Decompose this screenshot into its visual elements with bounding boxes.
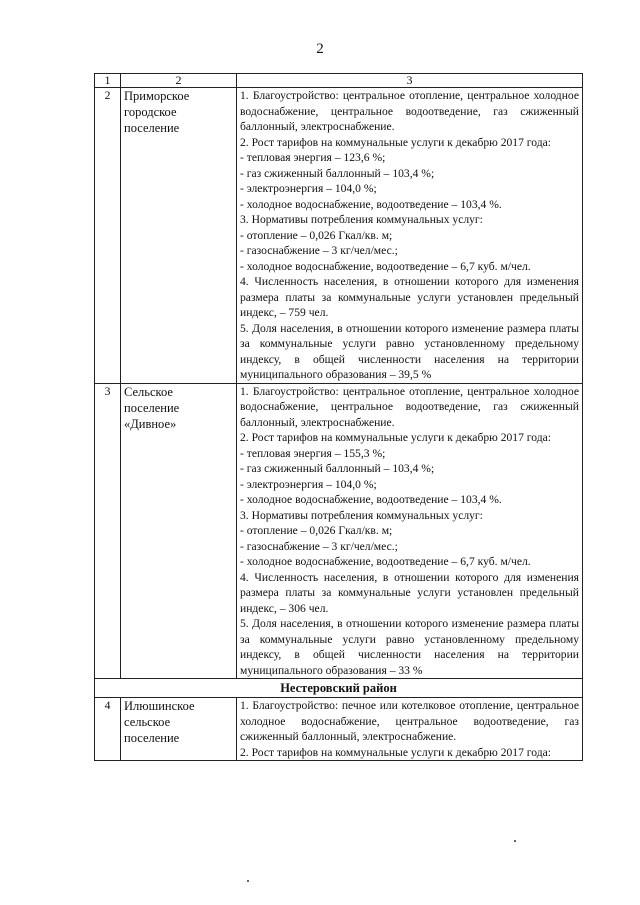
paragraph: - электроэнергия – 104,0 %;: [240, 182, 377, 195]
name-line: поселение: [124, 400, 180, 415]
paragraph: 1. Благоустройство: печное или котелковое отопление, центральное холодное водоснабжение, центральное водоотведение, газ сжиженный баллонный, электроснабжение.: [240, 699, 579, 743]
paragraph: 2. Рост тарифов на коммунальные услуги к декабрю 2017 года:: [240, 431, 551, 444]
paragraph: - холодное водоснабжение, водоотведение – 6,7 куб. м/чел.: [240, 555, 531, 568]
paragraph: 2. Рост тарифов на коммунальные услуги к декабрю 2017 года:: [240, 135, 551, 149]
paragraph: 2. Рост тарифов на коммунальные услуги к декабрю 2017 года:: [240, 745, 551, 759]
municipality-name: [121, 88, 237, 384]
paragraph: 3. Нормативы потребления коммунальных услуг:: [240, 213, 483, 226]
paragraph: - газоснабжение – 3 кг/чел/мес.;: [240, 244, 398, 257]
name-line: Сельское: [124, 384, 173, 399]
municipality-name: [121, 698, 237, 761]
paragraph: 1. Благоустройство: центральное отопление, центральное холодное водоснабжение, центральное водоотведение, газ сжиженный баллонный, электроснабжение.: [240, 384, 579, 429]
scan-speck: [247, 880, 249, 882]
paragraph: - тепловая энергия – 123,6 %;: [240, 151, 386, 164]
column-header: 3: [237, 74, 583, 88]
district-heading: Нестеровский район: [95, 679, 583, 698]
table-row: [95, 698, 583, 761]
paragraph: 1. Благоустройство: центральное отопление, центральное холодное водоснабжение, центральное водоотведение, газ сжиженный баллонный, электроснабжение.: [240, 89, 579, 133]
name-line: сельское: [124, 715, 171, 729]
paragraph: - отопление – 0,026 Гкал/кв. м;: [240, 228, 393, 242]
row-number: 2: [95, 88, 121, 384]
paragraph: - холодное водоснабжение, водоотведение – 6,7 куб. м/чел.: [240, 259, 531, 273]
paragraph: - электроэнергия – 104,0 %;: [240, 477, 377, 491]
scan-speck: [514, 840, 516, 842]
name-line: поселение: [124, 731, 180, 745]
paragraph: 5. Доля населения, в отношении которого изменение размера платы за коммунальные услуги равно установленному предельному индексу, в общей численности населения на территории муниципального образования – 33 %: [240, 617, 579, 677]
name-line: «Дивное»: [124, 416, 177, 431]
paragraph: - тепловая энергия – 155,3 %;: [240, 446, 386, 460]
row-description: [237, 383, 583, 679]
paragraph: 3. Нормативы потребления коммунальных услуг:: [240, 508, 483, 522]
name-line: поселение: [124, 121, 180, 135]
row-description: [237, 88, 583, 384]
column-header: 1: [95, 74, 121, 88]
name-line: Илюшинское: [124, 699, 195, 713]
paragraph: - холодное водоснабжение, водоотведение – 103,4 %.: [240, 197, 502, 211]
row-description: [237, 698, 583, 761]
tariffs-table: [94, 73, 583, 761]
municipality-name: [121, 383, 237, 679]
paragraph: - газоснабжение – 3 кг/чел/мес.;: [240, 539, 398, 553]
paragraph: - газ сжиженный баллонный – 103,4 %;: [240, 462, 435, 475]
name-line: городское: [124, 105, 177, 119]
paragraph: 5. Доля населения, в отношении которого изменение размера платы за коммунальные услуги равно установленному предельному индексу, в общей численности населения на территории муниципального образования – 39,5 %: [240, 321, 579, 381]
paragraph: - холодное водоснабжение, водоотведение – 103,4 %.: [240, 493, 502, 506]
table-row: [95, 88, 583, 384]
column-header: 2: [121, 74, 237, 88]
row-number: 3: [95, 383, 121, 679]
table-row: [95, 383, 583, 679]
row-number: 4: [95, 698, 121, 761]
name-line: Приморское: [124, 89, 190, 103]
table-header-row: [95, 74, 583, 88]
paragraph: - отопление – 0,026 Гкал/кв. м;: [240, 524, 393, 537]
paragraph: 4. Численность населения, в отношении которого для изменения размера платы за коммунальные услуги установлен предельный индекс, – 759 чел.: [240, 275, 579, 319]
paragraph: 4. Численность населения, в отношении которого для изменения размера платы за коммунальные услуги установлен предельный индекс, – 306 чел.: [240, 570, 579, 615]
paragraph: - газ сжиженный баллонный – 103,4 %;: [240, 166, 435, 180]
page-number: 2: [316, 41, 324, 57]
district-row: [95, 679, 583, 698]
